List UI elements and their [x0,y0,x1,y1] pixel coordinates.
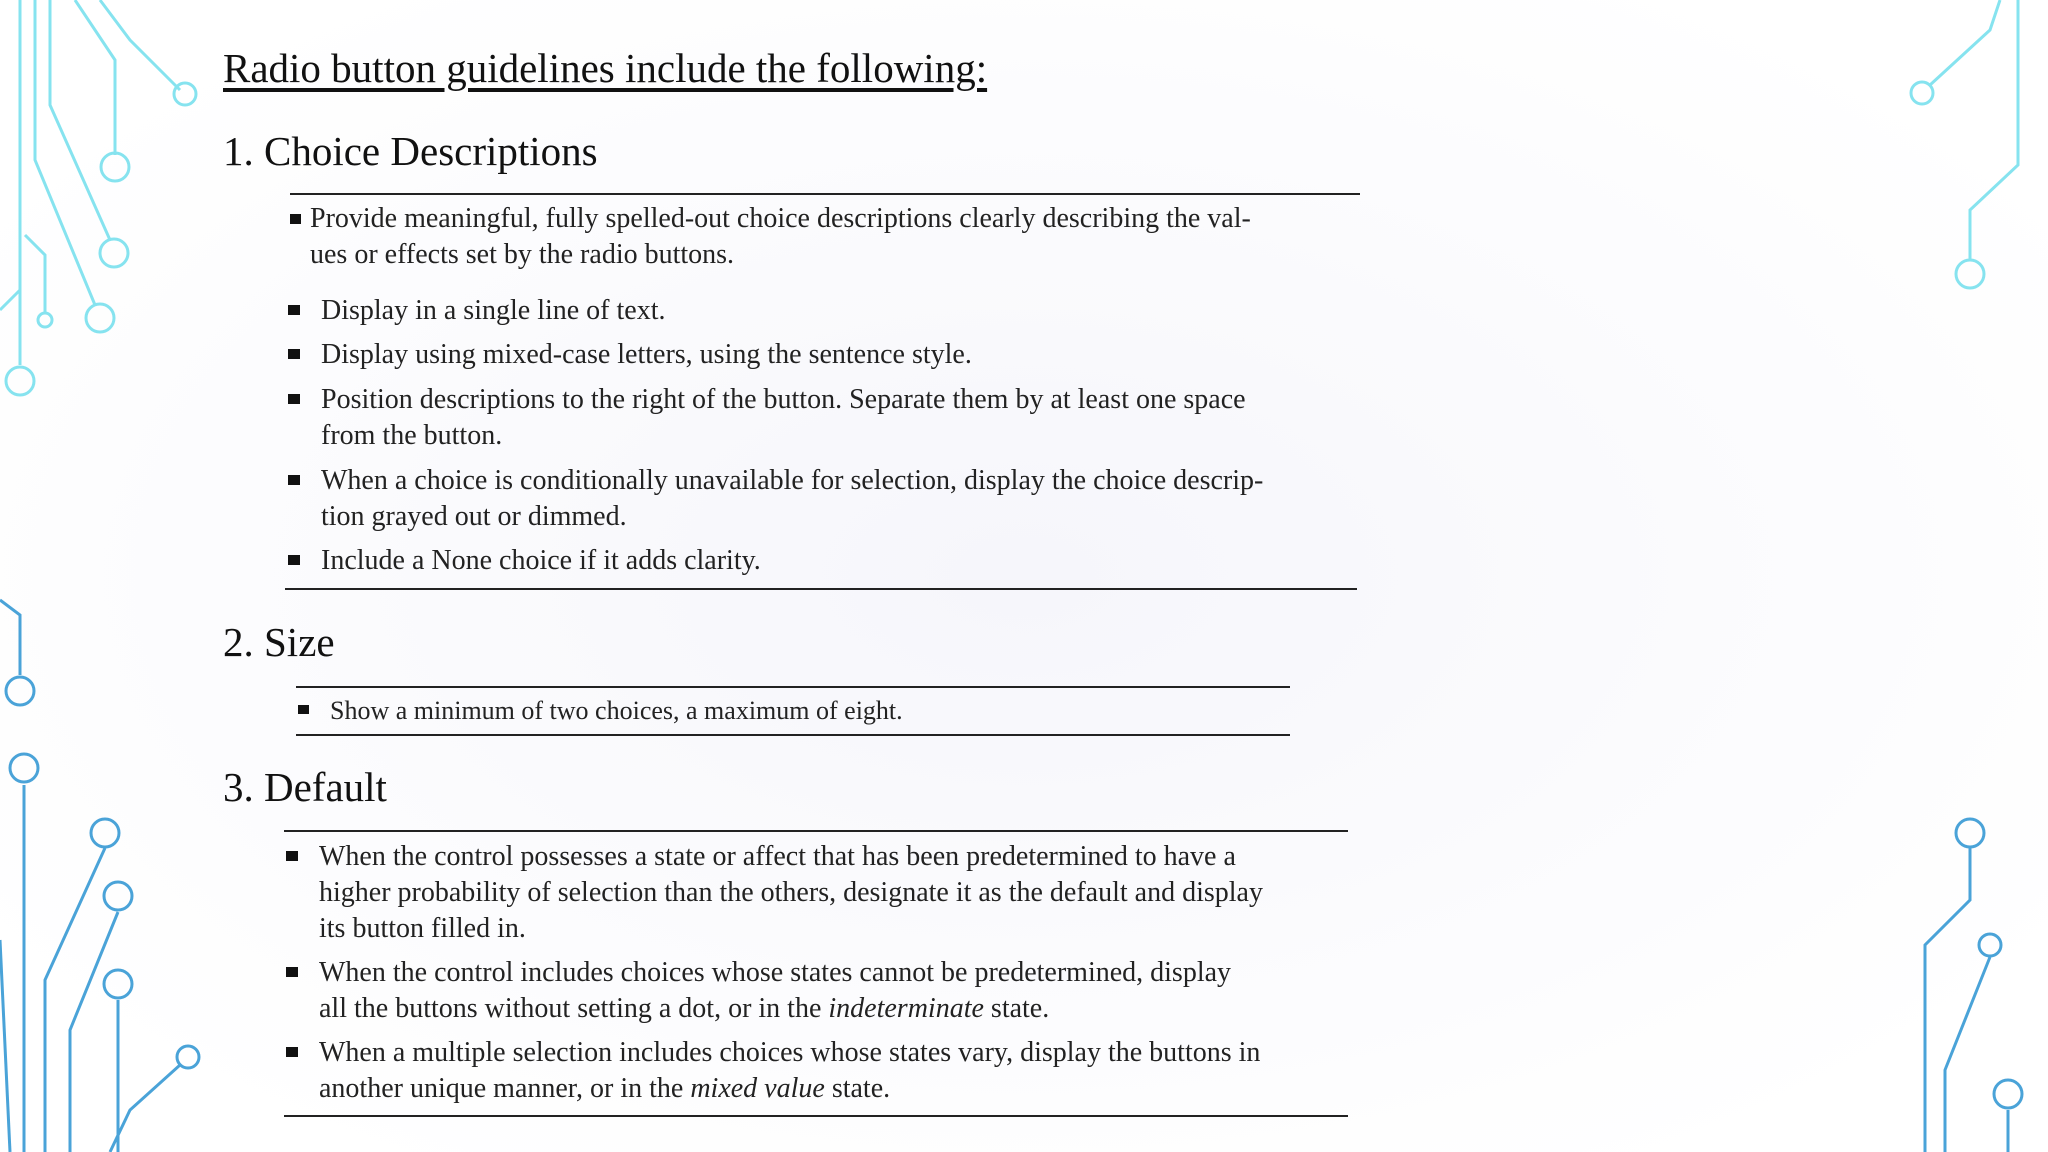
list-item-text: Include a None choice if it adds clarity. [321,545,761,576]
section-rule-top [290,193,1360,195]
bullet-square-icon [290,214,301,224]
bullet-square-icon [288,555,300,565]
section-title-size: 2. Size [223,619,335,665]
section-title-default: 3. Default [223,764,387,810]
list-item-text: When the control includes choices whose states cannot be predetermined, display all the buttons without setting a dot, or in the indeterminate state. [319,957,1232,1024]
list-item [288,337,1368,373]
bullet-square-icon [286,967,298,977]
slide-heading: Radio button guidelines include the following: [223,45,988,91]
list-item [288,293,1368,329]
list-item-text: When a choice is conditionally unavailable for selection, display the choice descrip- tion grayed out or dimmed. [321,465,1264,532]
list-item-text: When the control possesses a state or affect that has been predetermined to have a higher probability of selection than the others, designate it as the default and display its button filled in. [319,841,1263,944]
list-item [288,463,1368,535]
list-item-text: Position descriptions to the right of the button. Separate them by at least one space from the button. [321,384,1246,451]
list-item-text: Display in a single line of text. [321,295,666,326]
list-item [286,1035,1366,1107]
bullet-square-icon [298,705,309,714]
bullet-square-icon [286,1047,298,1057]
list-item [288,382,1368,454]
section-rule-top [284,830,1348,832]
section-rule-bottom [285,588,1357,590]
list-item-text: Show a minimum of two choices, a maximum of eight. [330,696,903,725]
section-rule-top [296,686,1290,688]
list-item-text: Provide meaningful, fully spelled-out choice descriptions clearly describing the val- ues or effects set by the radio buttons. [310,203,1251,270]
list-item [298,693,1298,729]
list-item [288,543,1368,579]
section-rule-bottom [296,734,1290,736]
section-title-choice-descriptions: 1. Choice Descriptions [223,128,598,174]
bullet-square-icon [288,394,300,404]
bullet-square-icon [288,305,300,315]
bullet-square-icon [288,475,300,485]
list-item [286,955,1366,1027]
list-item-text: When a multiple selection includes choices whose states vary, display the buttons in another unique manner, or in the mixed value state. [319,1037,1261,1104]
list-item [286,839,1366,947]
section-rule-bottom [284,1115,1348,1117]
list-item-text: Display using mixed-case letters, using the sentence style. [321,339,972,370]
bullet-square-icon [286,851,298,861]
list-item [290,201,1370,273]
bullet-square-icon [288,349,300,359]
